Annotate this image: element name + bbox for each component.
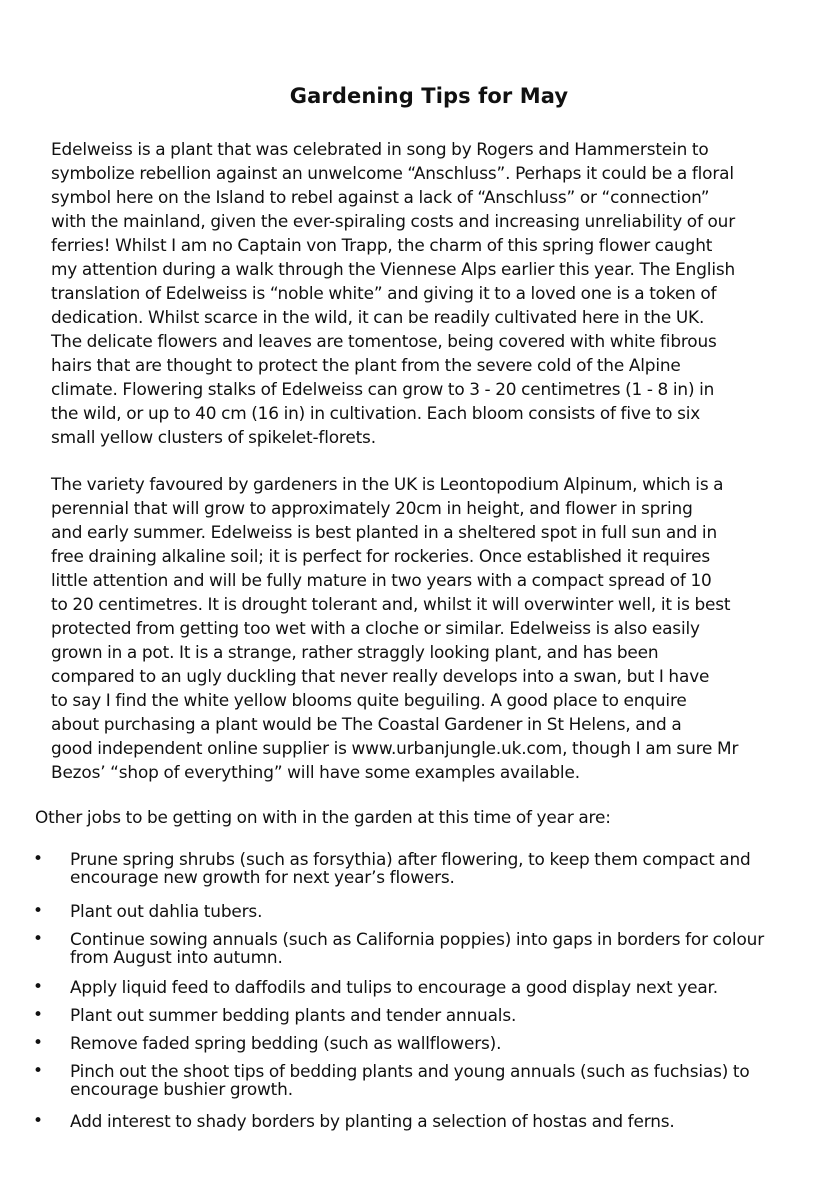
list-item [0,1112,840,1134]
list-item [0,1006,840,1028]
list-item [0,1034,840,1056]
paragraph-line: The variety favoured by gardeners in the UK is Leontopodium Alpinum, which is a [51,474,724,494]
list-item-text: Plant out dahlia tubers. [70,901,263,921]
garden-jobs-list [0,850,840,1140]
paragraph-line: and early summer. Edelweiss is best planted in a sheltered spot in full sun and in [51,522,718,542]
bullet-icon: • [33,1005,43,1025]
list-item-text: Continue sowing annuals (such as California poppies) into gaps in borders for colour [70,929,764,949]
paragraph-line: good independent online supplier is www.urbanjungle.uk.com, though I am sure Mr [51,738,739,758]
list-item [0,850,840,896]
bullet-icon: • [33,901,43,921]
list-item-text: Plant out summer bedding plants and tender annuals. [70,1005,517,1025]
list-item-text: Apply liquid feed to daffodils and tulips to encourage a good display next year. [70,977,718,997]
paragraph-line: symbolize rebellion against an unwelcome “Anschluss”. Perhaps it could be a floral [51,163,734,183]
paragraph-line: protected from getting too wet with a cloche or similar. Edelweiss is also easily [51,618,700,638]
paragraph-line: little attention and will be fully mature in two years with a compact spread of 10 [51,570,712,590]
paragraph-line: The delicate flowers and leaves are tomentose, being covered with white fibrous [51,331,717,351]
list-item-text: encourage new growth for next year’s flowers. [70,867,455,887]
paragraph-line: the wild, or up to 40 cm (16 in) in cultivation. Each bloom consists of five to six [51,403,701,423]
page-title: Gardening Tips for May [289,84,569,108]
list-item [0,930,840,972]
paragraph-line: Bezos’ “shop of everything” will have some examples available. [51,762,580,782]
list-item-text: Remove faded spring bedding (such as wallflowers). [70,1033,502,1053]
list-item-text: Prune spring shrubs (such as forsythia) after flowering, to keep them compact and [70,849,751,869]
edelweiss-intro-paragraph [51,137,791,449]
paragraph-line: hairs that are thought to protect the plant from the severe cold of the Alpine [51,355,681,375]
paragraph-line: to 20 centimetres. It is drought tolerant and, whilst it will overwinter well, it is best [51,594,731,614]
paragraph-line: dedication. Whilst scarce in the wild, it can be readily cultivated here in the UK. [51,307,705,327]
list-item-text: encourage bushier growth. [70,1079,293,1099]
paragraph-line: ferries! Whilst I am no Captain von Trapp, the charm of this spring flower caught [51,235,713,255]
paragraph-line: with the mainland, given the ever-spiraling costs and increasing unreliability of our [51,211,736,231]
list-item [0,1062,840,1106]
bullet-icon: • [33,849,43,869]
paragraph-line: about purchasing a plant would be The Coastal Gardener in St Helens, and a [51,714,682,734]
bullet-icon: • [33,977,43,997]
paragraph-line: to say I find the white yellow blooms quite beguiling. A good place to enquire [51,690,687,710]
paragraph-line: translation of Edelweiss is “noble white” and giving it to a loved one is a token of [51,283,717,303]
bullet-icon: • [33,1033,43,1053]
paragraph-line: free draining alkaline soil; it is perfect for rockeries. Once established it requires [51,546,710,566]
jobs-intro-text: Other jobs to be getting on with in the garden at this time of year are: [35,807,611,827]
paragraph-line: my attention during a walk through the Viennese Alps earlier this year. The English [51,259,736,279]
bullet-icon: • [33,929,43,949]
list-item-text: from August into autumn. [70,947,283,967]
paragraph-line: perennial that will grow to approximately 20cm in height, and flower in spring [51,498,693,518]
paragraph-line: grown in a pot. It is a strange, rather straggly looking plant, and has been [51,642,659,662]
bullet-icon: • [33,1111,43,1131]
paragraph-line: climate. Flowering stalks of Edelweiss can grow to 3 - 20 centimetres (1 - 8 in) in [51,379,715,399]
list-item-text: Add interest to shady borders by planting a selection of hostas and ferns. [70,1111,675,1131]
list-item [0,902,840,924]
list-item [0,978,840,1000]
bullet-icon: • [33,1061,43,1081]
paragraph-line: symbol here on the Island to rebel against a lack of “Anschluss” or “connection” [51,187,710,207]
paragraph-line: small yellow clusters of spikelet-florets. [51,427,376,447]
edelweiss-growing-paragraph [51,472,791,784]
paragraph-line: compared to an ugly duckling that never really develops into a swan, but I have [51,666,710,686]
list-item-text: Pinch out the shoot tips of bedding plants and young annuals (such as fuchsias) to [70,1061,750,1081]
paragraph-line: Edelweiss is a plant that was celebrated in song by Rogers and Hammerstein to [51,139,709,159]
